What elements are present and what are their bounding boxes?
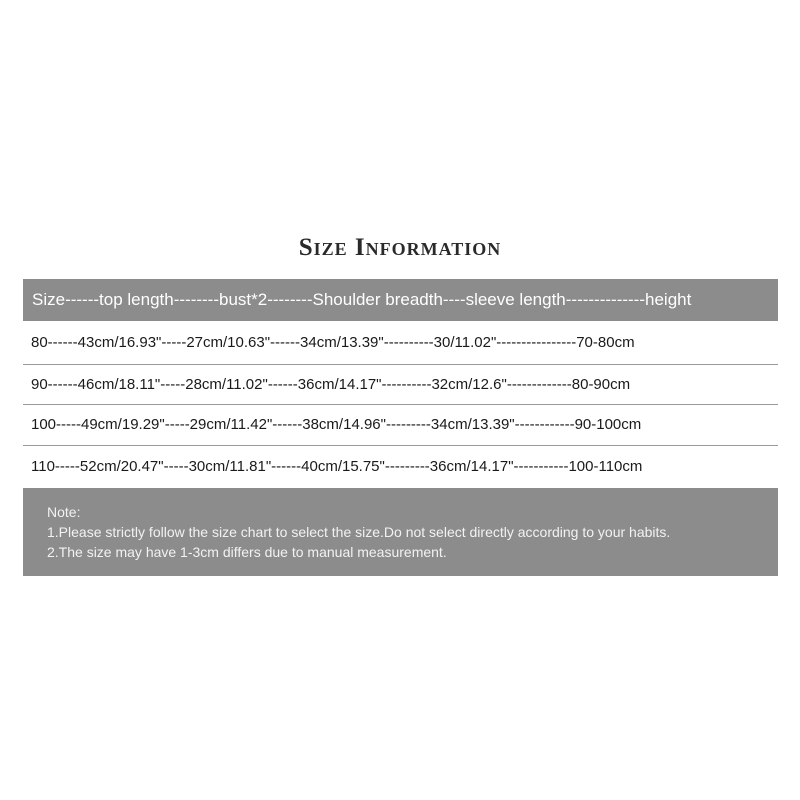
note-line-2: 2.The size may have 1-3cm differs due to manual measurement. (47, 544, 447, 560)
size-row-100: 100-----49cm/19.29"-----29cm/11.42"------38cm/14.96"---------34cm/13.39"------------90-100cm (31, 416, 642, 433)
note-heading: Note: (47, 504, 81, 520)
page-title: Size Information (298, 234, 502, 261)
size-row-90: 90------46cm/18.11"-----28cm/11.02"------36cm/14.17"----------32cm/12.6"-------------80-90cm (31, 376, 631, 393)
size-row-80: 80------43cm/16.93"-----27cm/10.63"------34cm/13.39"----------30/11.02"----------------70-80cm (31, 334, 635, 351)
size-row-110: 110-----52cm/20.47"-----30cm/11.81"------40cm/15.75"---------36cm/14.17"-----------100-110cm (31, 458, 643, 475)
note-box (23, 488, 778, 576)
note-line-1: 1.Please strictly follow the size chart to select the size.Do not select directly according to your habits. (47, 524, 671, 540)
size-table-header: Size------top length--------bust*2--------Shoulder breadth----sleeve length--------------height (23, 279, 778, 321)
